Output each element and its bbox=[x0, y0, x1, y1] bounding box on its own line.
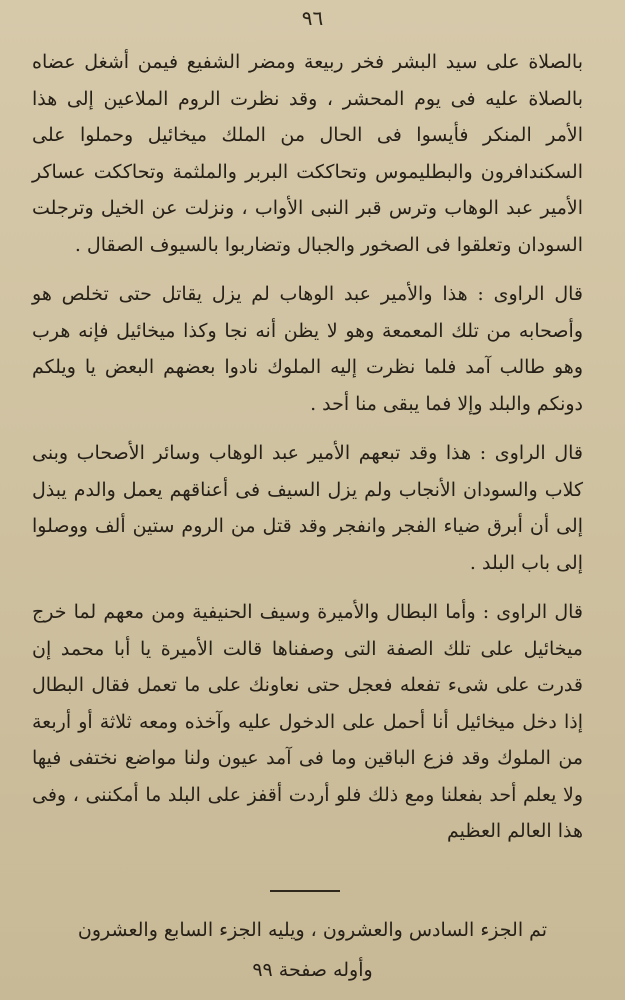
paragraph: قال الراوى : هذا وقد تبعهم الأمير عبد الوهاب وسائر الأصحاب وبنى كلاب والسودان الأنجاب ولم يزل السيف فى أعناقهم يعمل والدم يبذل إلى أن أبرق ضياء الفجر وانفجر وقد قتل من الروم ستين ألف ووصلوا إلى باب البلد . bbox=[32, 442, 583, 574]
body-text bbox=[32, 44, 583, 850]
paragraph: قال الراوى : وأما البطال والأميرة وسيف الحنيفية ومن معهم لما خرج ميخائيل على تلك الصفة التى وصفناها قالت الأميرة يا أبا محمد إن قدرت على شىء تفعله فعجل حتى نعاونك على ما تعمل فقال البطال إذا دخل ميخائيل أنا أحمل على الدخول عليه وآخذه ومعه ثلاثة أو أربعة من الملوك وقد فزع الباقين وما فى آمد عيون ولنا مواضع نختفى فيها ولا يعلم أحد بفعلنا ومع ذلك فلو أردت أقفز على البلد ما أمكننى ، وفى هذا العالم العظيم bbox=[32, 601, 583, 842]
section-divider bbox=[270, 890, 340, 892]
paragraph: قال الراوى : هذا والأمير عبد الوهاب لم يزل يقاتل حتى تخلص هو وأصحابه من تلك المعمعة وهو لا يظن أنه نجا وكذا ميخائيل فإنه هرب وهو طالب آمد فلما نظرت إليه الملوك نادوا بعضهم البعض يا ويلكم دونكم والبلد وإلا فما يبقى منا أحد . bbox=[32, 283, 583, 415]
colophon-line: وأوله صفحة ٩٩ bbox=[252, 959, 373, 981]
page-number: ٩٦ bbox=[301, 6, 324, 30]
colophon bbox=[40, 910, 585, 990]
paragraph: بالصلاة على سيد البشر فخر ربيعة ومضر الشفيع فيمن أشغل عضاه بالصلاة عليه فى يوم المحشر ، وقد نظرت الروم الملاعين إلى هذا الأمر المنكر فأيسوا فى الحال من الملك ميخائيل وحملوا على السكندافرون والبطليموس وتحاككت البربر والملثمة وتحاككت عساكر الأمير عبد الوهاب وترس قبر النبى الأواب ، ونزلت عن الخيل وترجلت السودان وتعلقوا فى الصخور والجبال وتضاربوا بالسيوف الصقال . bbox=[32, 51, 583, 256]
colophon-line: تم الجزء السادس والعشرون ، ويليه الجزء السابع والعشرون bbox=[77, 919, 548, 941]
